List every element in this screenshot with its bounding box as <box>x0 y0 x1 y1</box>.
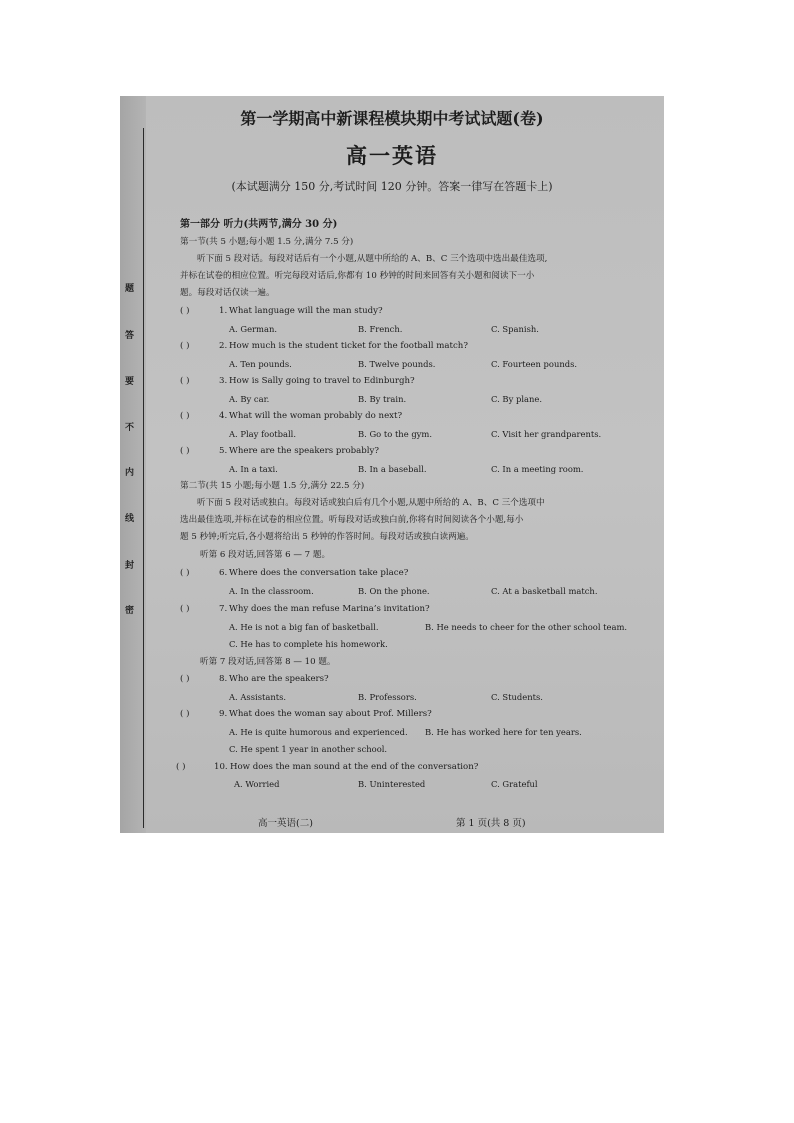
exam-instructions: (本试题满分 150 分,考试时间 120 分钟。答案一律写在答题卡上) <box>231 180 553 193</box>
option-b: B. On the phone. <box>358 586 430 596</box>
option-c: C. Fourteen pounds. <box>491 359 578 369</box>
binding-char: 内 <box>125 468 135 478</box>
binding-char: 封 <box>125 561 135 571</box>
answer-blank: ( ) <box>180 604 190 614</box>
question-number: 1. <box>219 306 228 316</box>
answer-blank: ( ) <box>180 306 190 316</box>
answer-blank: ( ) <box>180 446 190 456</box>
page-number: 第 1 页(共 8 页) <box>456 818 526 829</box>
binding-char: 不 <box>125 423 135 433</box>
answer-blank: ( ) <box>180 568 190 578</box>
exam-title: 第一学期高中新课程模块期中考试试题(卷) <box>240 109 544 128</box>
option-b: B. Twelve pounds. <box>358 359 436 369</box>
question-number: 4. <box>219 411 228 421</box>
option-a: A. Worried <box>234 779 280 789</box>
answer-blank: ( ) <box>180 709 190 719</box>
question-text: Where are the speakers probably? <box>229 446 380 456</box>
question-text: How does the man sound at the end of the conversation? <box>230 762 479 772</box>
option-b: B. French. <box>358 324 403 334</box>
option-c: C. In a meeting room. <box>491 464 584 474</box>
binding-char: 密 <box>125 606 135 616</box>
section1-intro: 题。每段对话仅读一遍。 <box>180 288 275 298</box>
option-c: C. Grateful <box>491 779 538 789</box>
footer-subject: 高一英语(二) <box>258 818 313 829</box>
option-b: B. Uninterested <box>358 779 426 789</box>
question-number: 2. <box>219 341 228 351</box>
question-number: 5. <box>219 446 228 456</box>
option-a: A. He is quite humorous and experienced. <box>229 727 408 737</box>
option-a: A. In a taxi. <box>229 464 278 474</box>
option-a: A. Assistants. <box>229 692 287 702</box>
answer-blank: ( ) <box>180 341 190 351</box>
section1-heading: 第一节(共 5 小题;每小题 1.5 分,满分 7.5 分) <box>180 237 354 247</box>
question-number: 10. <box>214 762 228 772</box>
section2-intro: 听下面 5 段对话或独白。每段对话或独白后有几个小题,从题中所给的 A、B、C 三个选项中 <box>197 498 545 508</box>
group-instruction: 听第 7 段对话,回答第 8 — 10 题。 <box>200 657 336 667</box>
section2-intro: 选出最佳选项,并标在试卷的相应位置。听每段对话或独白前,你将有时间阅读各个小题,每小 <box>180 515 524 525</box>
section1-intro: 听下面 5 段对话。每段对话后有一个小题,从题中所给的 A、B、C 三个选项中选出最佳选项, <box>197 254 548 264</box>
answer-blank: ( ) <box>180 411 190 421</box>
option-c: C. Visit her grandparents. <box>491 429 602 439</box>
option-c: C. At a basketball match. <box>491 586 598 596</box>
binding-line <box>143 128 144 828</box>
question-number: 9. <box>219 709 228 719</box>
option-c: C. Spanish. <box>491 324 539 334</box>
question-text: How is Sally going to travel to Edinburgh? <box>229 376 415 386</box>
group-instruction: 听第 6 段对话,回答第 6 — 7 题。 <box>200 550 331 560</box>
option-c: C. He has to complete his homework. <box>229 639 388 649</box>
question-text: How much is the student ticket for the football match? <box>229 341 468 351</box>
option-b: B. In a baseball. <box>358 464 427 474</box>
answer-blank: ( ) <box>180 674 190 684</box>
question-number: 8. <box>219 674 228 684</box>
option-c: C. Students. <box>491 692 543 702</box>
question-text: What does the woman say about Prof. Millers? <box>229 709 432 719</box>
option-b: B. He has worked here for ten years. <box>425 727 582 737</box>
binding-char: 答 <box>125 331 135 341</box>
answer-blank: ( ) <box>176 762 186 772</box>
section2-heading: 第二节(共 15 小题;每小题 1.5 分,满分 22.5 分) <box>180 481 365 491</box>
question-text: Where does the conversation take place? <box>229 568 409 578</box>
binding-char: 线 <box>125 514 135 524</box>
section2-intro: 题 5 秒钟;听完后,各小题将给出 5 秒钟的作答时间。每段对话或独白读两遍。 <box>180 532 474 542</box>
section1-intro: 并标在试卷的相应位置。听完每段对话后,你都有 10 秒钟的时间来回答有关小题和阅读下一小 <box>180 271 535 281</box>
binding-char: 要 <box>125 377 135 387</box>
option-b: B. Go to the gym. <box>358 429 433 439</box>
option-c: C. He spent 1 year in another school. <box>229 744 388 754</box>
question-text: Who are the speakers? <box>229 674 329 684</box>
option-a: A. Ten pounds. <box>229 359 292 369</box>
binding-char: 题 <box>125 284 135 294</box>
subject-title: 高一英语 <box>346 143 438 168</box>
question-number: 6. <box>219 568 228 578</box>
option-b: B. He needs to cheer for the other school team. <box>425 622 628 632</box>
question-number: 3. <box>219 376 228 386</box>
option-a: A. By car. <box>229 394 270 404</box>
question-text: Why does the man refuse Marina’s invitation? <box>229 604 430 614</box>
answer-blank: ( ) <box>180 376 190 386</box>
question-number: 7. <box>219 604 228 614</box>
part1-heading: 第一部分 听力(共两节,满分 30 分) <box>180 219 338 230</box>
option-a: A. He is not a big fan of basketball. <box>229 622 379 632</box>
question-text: What will the woman probably do next? <box>229 411 403 421</box>
option-c: C. By plane. <box>491 394 543 404</box>
option-b: B. Professors. <box>358 692 417 702</box>
option-a: A. Play football. <box>229 429 296 439</box>
question-text: What language will the man study? <box>229 306 383 316</box>
option-a: A. German. <box>229 324 278 334</box>
option-a: A. In the classroom. <box>229 586 314 596</box>
exam-photo <box>120 96 664 833</box>
option-b: B. By train. <box>358 394 407 404</box>
